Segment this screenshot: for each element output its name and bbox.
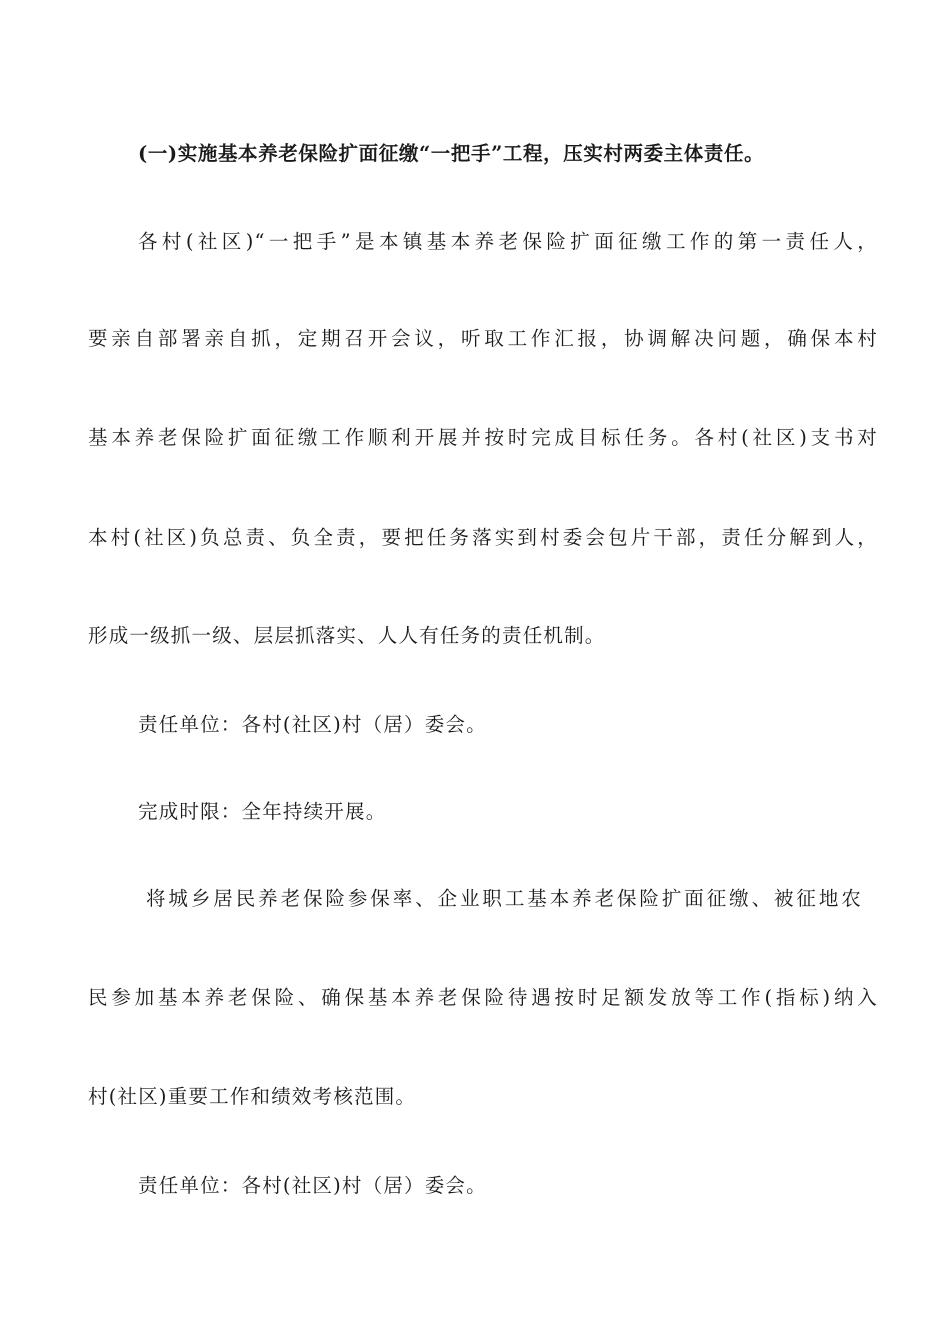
- paragraph1-line1: 各村(社区)“一把手”是本镇基本养老保险扩面征缴工作的第一责任人，: [138, 230, 878, 253]
- paragraph2-line2: 民参加基本养老保险、确保基本养老保险待遇按时足额发放等工作(指标)纳入: [88, 986, 878, 1009]
- responsibility-unit-1: 责任单位：各村(社区)村（居）委会。: [138, 713, 487, 736]
- paragraph1-line4: 本村(社区)负总责、负全责，要把任务落实到村委会包片干部，责任分解到人，: [88, 526, 878, 549]
- section-heading: (一)实施基本养老保险扩面征缴“一把手”工程，压实村两委主体责任。: [138, 142, 765, 165]
- completion-deadline-1: 完成时限：全年持续开展。: [138, 800, 387, 823]
- paragraph1-line3: 基本养老保险扩面征缴工作顺利开展并按时完成目标任务。各村(社区)支书对: [88, 426, 878, 449]
- paragraph2-line1: 将城乡居民养老保险参保率、企业职工基本养老保险扩面征缴、被征地农: [146, 887, 862, 910]
- paragraph1-line5: 形成一级抓一级、层层抓落实、人人有任务的责任机制。: [88, 624, 606, 647]
- paragraph2-line3: 村(社区)重要工作和绩效考核范围。: [88, 1085, 417, 1108]
- paragraph1-line2: 要亲自部署亲自抓，定期召开会议，听取工作汇报，协调解决问题，确保本村: [88, 327, 878, 350]
- responsibility-unit-2: 责任单位：各村(社区)村（居）委会。: [138, 1174, 487, 1197]
